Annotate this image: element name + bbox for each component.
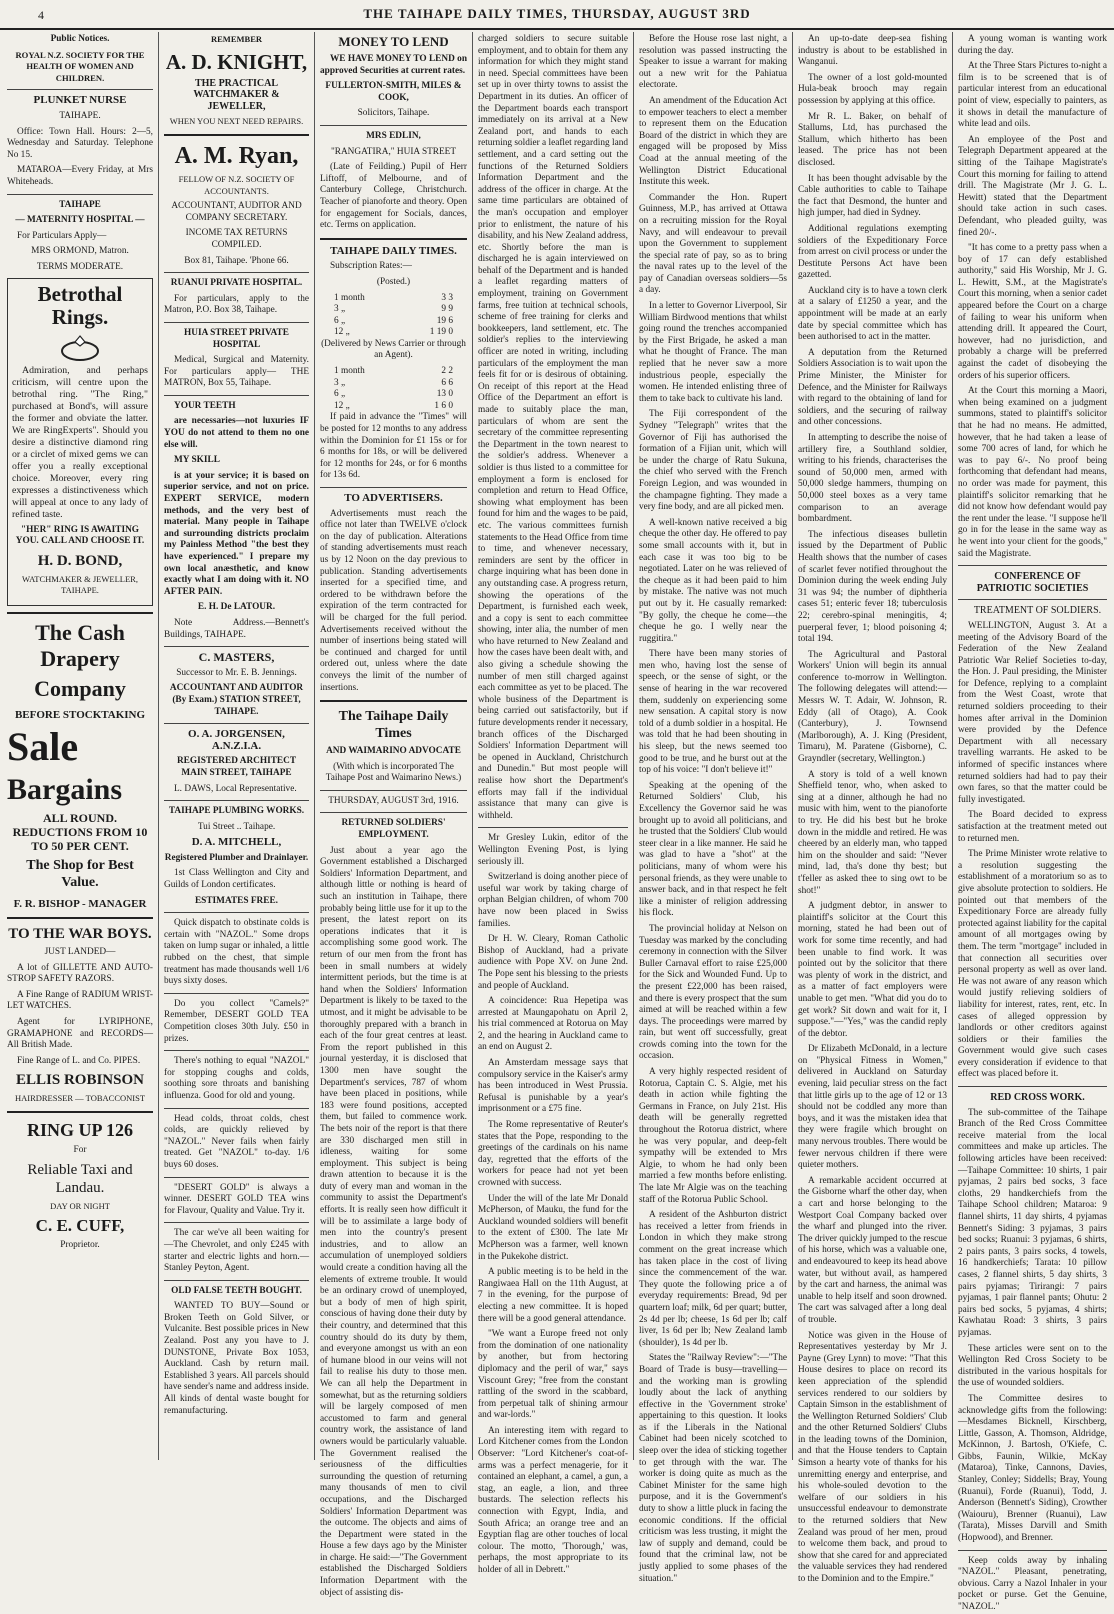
news-item: There have been many stories of men who, having lost the sense of speech, or the sense of sight, or the sense of hearing in the war recovered them, suddenly on experiencing some new sensation. A capital story is now told of a dumb soldier in a hospital. He was told that he had been shouting in his sleep, but the news seemed too good to be true, and he burst out at the top of his voice: "I don't believe it!" (639, 649, 787, 776)
news-item: The Rome representative of Reuter's states that the Pope, responding to the greetings of the cardinals on his name day, regretted that the efforts of the workers for peace had not yet been crowned with success. (478, 1120, 628, 1188)
delivered-label: (Delivered by News Carrier or through an Agent). (321, 338, 466, 361)
taxi-line: Reliable Taxi and Landau. (27, 1161, 133, 1196)
news-item: Commander the Hon. Rupert Guinness, M.P., has arrived at Ottawa on a recruiting mission for the Royal Navy, and will endeavour to prevail upon the Government to supplement the special rate of pay, so as to bring the naval rates up to the level of the pay of Canadian overseas soldiers—5s a day. (639, 192, 787, 296)
desert-gold-advert: "DESERT GOLD" is always a winner. DESERT GOLD TEA wins for Flavour, Quality and Value. Try it. (164, 1182, 309, 1216)
news-item: In a letter to Governor Liverpool, Sir William Birdwood mentions that whilst going round the trenches accompanied by the First Brigade, he asked a man what he thought of France. The man replied that he never saw a more industrious people, especially the women. He intended enlisting three of them to take back to cultivate his land. (639, 301, 787, 404)
nazol-advert: Keep colds away by inhaling "NAZOL." Pleasant, penetrating, obvious. Carry a Nazol Inhaler in your pocket or purse. Get the Genuine, "NAZOL." (958, 1555, 1107, 1612)
mitchell-trade: Registered Plumber and Drainlayer. (164, 852, 309, 863)
rate-row (320, 366, 467, 378)
red-cross-heading: RED CROSS WORK. (990, 1092, 1085, 1104)
news-item: A resident of the Ashburton district has received a letter from friends in London in which they make strong comment on the great increase which has taken place in the cost of living since the commencement of the war. They quote the following price a of everyday requirements: Bread, 9d per quartern loaf; milk, 6d per quart; butter, 2s 4d per lb; cheese, 1s 6d per lb; calf liver, 1s 6d per lb; New Zealand lamb (shoulder), 1s 4d per lb. (639, 1210, 787, 1348)
news-item: WELLINGTON, August 3. At a meeting of the Advisory Board of the Federation of the New Zealand Patriotic War Relief Societies to-day, the Hon. J. Paul presiding, the Minister for Defence, replying to a complaint from the West Coast, wrote that returned soldiers proceeding to their homes after arrival in the Dominion were provided by the Defence Department with all necessary travelling warrants. He asked to be informed of specific instances where returned soldiers had had to pay their own fares, so that the matter could be fully investigated. (958, 620, 1107, 805)
rate-period: 12 „ (334, 327, 350, 338)
news-item: The provincial holiday at Nelson on Tuesday was marked by the concluding ceremony in connection with the Silver Buller Carnaval effort to raise £25,000 for the Sick and Wounded Fund. Up to the present £22,000 has been raised, and there is every prospect that the sum aimed at will be reached within a few days. The proceedings were marred by rain, but went off successfully, great crowds coming into the town for the occasion. (639, 923, 787, 1062)
radium-line: A Fine Range of RADIUM WRIST-LET WATCHES. (7, 989, 153, 1012)
news-item: Before the House rose last night, a resolution was passed instructing the Speaker to issue a warrant for making out a new writ for the Pahiatua electorate. (639, 34, 787, 91)
ryan-box: Box 81, Taihape. 'Phone 66. (184, 255, 289, 266)
chevrolet-advert: The car we've all been waiting for—The Chevrolet, and only £245 with starter and electric lights and horn.—Stanley Peyton, Agent. (164, 1228, 309, 1274)
rate-row (320, 378, 467, 390)
news-item: Notice was given in the House of Representatives yesterday by Mr J. Payne (Grey Lynn) to move: "That this House desires to place on record its keen appreciation of the splendid services rendered to our soldiers by Captain Simson in the establishment of the Wellington Returned Soldiers' Club and the other Returned Soldiers' Clubs in the leading towns of the Dominion, and that the House tenders to Captain Simson a hearty vote of thanks for his unremitting energy and enterprise, and his whole-souled devotion to the welfare of our soldiers in his unsuccessful endeavour to demonstrate to the returned soldiers that New Zealand was proud of her men, proud to welcome them back, and proud to show that she cared for and appreciated the valuable services they had rendered to the Dominion and to the Empire." (798, 1330, 947, 1584)
posted-rates-table (320, 293, 467, 339)
maternity-town: TAIHAPE (59, 199, 101, 210)
masthead (0, 0, 1114, 30)
ring-icon (58, 333, 102, 363)
rate-period: 3 „ (334, 377, 346, 388)
camels-advert: Do you collect "Camels?" Remember, DESERT GOLD TEA Competition closes 30th July. £50 in prizes. (164, 998, 309, 1044)
just-landed: JUST LANDED— (44, 947, 116, 958)
ryan-accountant: ACCOUNTANT, AUDITOR AND COMPANY SECRETARY. (171, 201, 302, 223)
news-item: These articles were sent on to the Wellington Red Cross Society to be distributed in the various hospitals for the use of wounded soldiers. (958, 1343, 1107, 1389)
mitchell-name: D. A. MITCHELL, (191, 836, 282, 849)
maternity-terms: TERMS MODERATE. (36, 261, 124, 272)
nazol-advert-1: Quick dispatch to obstinate colds is certain with "NAZOL." Some drops taken on lump sugar or inhaled, a little rubbed on the chest, that simple treatment has made thousands well 1/6 buys sixty doses. (164, 918, 309, 987)
manager-line: F. R. BISHOP - MANAGER (13, 898, 147, 911)
ellis-trade: HAIRDRESSER — TOBACCONIST (14, 1093, 146, 1104)
remember-line: REMEMBER (211, 34, 262, 44)
column-4 (473, 34, 633, 1575)
war-boys-heading: TO THE WAR BOYS. (8, 926, 152, 943)
news-item: The Board decided to express satisfaction at the treatment meted out to returned men. (958, 810, 1107, 844)
knight-repairs: WHEN YOU NEXT NEED REPAIRS. (169, 116, 304, 127)
nazol-advert-3: Head colds, throat colds, chest colds, are quickly relieved by "NAZOL." Never fails when fairly treated. Get "NAZOL" to-day. 1/6 buys 60 doses. (164, 1113, 309, 1170)
news-item: The owner of a lost gold-mounted Hula-beak brooch may regain possession by applying at this office. (798, 72, 947, 106)
plumbing-address: Tui Street .. Taihape. (197, 821, 276, 832)
rate-value: 3 3 (441, 292, 453, 303)
column-5 (634, 34, 792, 1584)
column-2 (159, 34, 314, 1459)
masters-successor: Successor to Mr. E. B. Jennings. (176, 667, 297, 678)
betrothal-body: Admiration, and perhaps criticism, will centre upon the betrothal ring. "The Ring," purchased at Bond's, will assure the former and obviate the latter. We are RingExperts". Should you desire a distinctive diamond ring or a circlet of mixed gems we can offer you a really exceptional choice. Moreover, every ring expresses a distinctiveness which will appeal at once to any lady of refined taste. (12, 364, 148, 520)
ring-up-heading: RING UP 126 (26, 1120, 133, 1140)
lyriphone-line: Agent for LYRIPHONE, GRAMAPHONE and RECORDS—All British Made. (7, 1017, 153, 1051)
news-item: "We want a Europe freed not only from the domination of one nationality by another, but from hectoring diplomacy and the peril of war," says Viscount Grey; "free from the constant rattling of the sword in the scabbard, from perpetual talk of shining armour and war-lords." (478, 1329, 628, 1421)
news-item: Dr Elizabeth McDonald, in a lecture on "Physical Fitness in Women," delivered in Auckland on Saturday evening, laid peculiar stress on the fact that little girls up to the age of 12 or 13 should not be coddled any more than boys, and it was the mistaken idea that they were fragile which brought on many nervous troubles. There would be fewer nervous children if there were quieter mothers. (798, 1044, 947, 1171)
news-item: A young woman is wanting work during the day. (958, 34, 1107, 56)
news-item: An up-to-date deep-sea fishing industry is about to be established in Wanganui. (798, 34, 947, 68)
plunket-society: ROYAL N.Z. SOCIETY FOR THE HEALTH OF WOMEN AND CHILDREN. (15, 49, 145, 83)
ryan-income: INCOME TAX RETURNS COMPILED. (185, 228, 288, 250)
maternity-matron: MRS ORMOND, Matron. (31, 246, 129, 257)
nazol-advert-2: There's nothing to equal "NAZOL" for stopping coughs and colds, soothing sore throats and banishing influenza. Good for old and young. (164, 1056, 309, 1101)
tdt-heading: TAIHAPE DAILY TIMES. (330, 244, 457, 257)
fullerton-name: FULLERTON-SMITH, MILES & COOK, (325, 81, 462, 103)
column-1 (2, 34, 158, 1459)
issue-date: THURSDAY, AUGUST 3rd, 1916. (328, 795, 459, 806)
news-item: A story is told of a well known Sheffield tenor, who, when asked to sing at a dinner, although he had no music with him, went to the pianoforte to try. He did his best but he broke down in the middle and retired. He was cheered by an elderly man, who tapped him on the shoulder and said: "Never mind, lad, tha's done thy best; but t'feller as asked thee to sing owt to be shot!" (798, 769, 947, 896)
ryan-name: A. M. Ryan, (174, 142, 299, 169)
best-value-line: The Shop for Best Value. (26, 858, 134, 891)
news-item: The Prime Minister wrote relative to a resolution suggesting the establishment of a moratorium so as to give absolute protection to soldiers. He pointed out that members of the Expeditionary Force are already fully protected against liability for the capital amount of all mortgages owing by them. The term "mortgage" included in that connection all securities over personal property as well as over land. He was not aware of any reason which would justify relieving soldiers of liability for interest, rates, rent, etc. In cases of alleged oppression by landlords or other creditors against soldiers or their families the Government would give such cases every consideration if evidence to that effect was placed before it. (958, 849, 1107, 1080)
news-item: Dr H. W. Cleary, Roman Catholic Bishop of Auckland, had a private audience with Pope XV. on June 2nd. The Pope sent his blessing to the priests and people of Auckland. (478, 934, 628, 991)
article-body: Just about a year ago the Government established a Discharged Soldiers' Information Department, and although little or nothing is heard of such an institution in Taihape, there probably being little use for it up to the present, the latest report on its operations indicates that it is accomplishing some good work. The return of our men from the front has been in small numbers at widely intermittent periods, but the time is at hand when the Soldiers' Information Department is likely to be taxed to the utmost, and it might be advisable to be thoroughly prepared with a branch in each of the four great centres at least. From the report published in this journal yesterday, it is disclosed that 1300 men have sought the Department's services, 787 of whom have been placed in positions, while 183 were found positions, accepted them, but failed to commence work. The bets noir of the report is that there are 330 discharged men still in idleness, waiting for some employment. This subject is being drawn attention to because it is the duty of every man and woman in the community to assist the Department's efforts. It is really seen how difficult it will be to assimilate a large body of men into the country's present industries, and to allow an accumulation of unemployed soldiers would create a condition having all the elements of extreme trouble. It would be an ordinary crowd of unemployed, but a body of men of high spirit, conscious of having done their duty by their country, and determined that this country should do its duty by them, and everyone amongst us with an eon of humane blood in our veins will not fail to realise his duty to those men. We can all help the Department in somewhat, but as the returning soldiers will be largely composed of men accustomed to farm and general country work, the assistance of land owners would be particularly valuable. The Government realised the seriousness of the difficulties surrounding the question of returning many thousands of men to civil occupations, and the Discharged Soldiers' Information Department was the outcome. The objects and aims of the Department were stated in the House a few days ago by the Minister in charge. He said:—"The Government established the Discharged Soldiers Information Department with the object of assisting dis- (320, 845, 467, 1598)
newspaper-header: THE TAIHAPE DAILY TIMES, THURSDAY, AUGUST 3RD (363, 6, 751, 21)
rate-row (320, 304, 467, 316)
news-item: Mr Gresley Lukin, editor of the Wellington Evening Post, is lying seriously ill. (478, 833, 628, 867)
bargains-heading: Bargains (7, 773, 123, 807)
maternity-heading: — MATERNITY HOSPITAL — (15, 215, 145, 226)
masters-trade: ACCOUNTANT AND AUDITOR (By Exam.) STATION STREET, TAIHAPE. (169, 683, 304, 717)
proprietor: Proprietor. (60, 1240, 100, 1251)
news-item: An employee of the Post and Telegraph Department appeared at the sitting of the Taihape Magistrate's Court this morning for failing to attend drill. The Magistrate (Mr J. G. L. Hewitt) stated that the Department should take action in such cases. Defendant, who pleaded guilty, was fined 20/-. (958, 134, 1107, 238)
rate-period: 6 „ (334, 315, 346, 326)
news-item: Additional regulations exempting soldiers of the Expeditionary Force from arrest on civil process or under the Destitute Persons Act have been gazetted. (798, 223, 947, 281)
rate-row (320, 293, 467, 305)
money-heading: MONEY TO LEND (338, 34, 449, 49)
plumbing-heading: TAIHAPE PLUMBING WORKS. (168, 806, 305, 817)
bond-trade: WATCHMAKER & JEWELLER, TAIHAPE. (22, 573, 138, 596)
day-night: DAY OR NIGHT (50, 1200, 110, 1211)
treatment-heading: TREATMENT OF SOLDIERS. (973, 605, 1102, 617)
cash-drapery-company: Company (34, 675, 126, 701)
news-item: States the "Railway Review":—"The Board of Trade is busy—travelling—and the working man is growling loudly about the lack of anything effective in the 'Government stroke' appertaining to this question. It looks as if the Liberals in the National Cabinet had been nicely scotched to sleep over the idea of sticking together to get through with the war. The worker is doing quite as much as the Cabinet Minister for the same high purpose, and it is the Government's duty to show a little pluck in facing the economic conditions. If the official criticism was less trusting, it might the law of supply and demand, could be found that the criminal law, not be justly applied to some phases of the situation." (639, 1353, 787, 1584)
rate-value: 13 0 (436, 389, 453, 400)
stocktaking-heading: BEFORE STOCKTAKING (14, 708, 146, 721)
rate-period: 1 month (334, 292, 365, 303)
news-item: An amendment of the Education Act to empower teachers to elect a member to represent them on the Education Board of the district in which they are engaged will be proposed by Miss Coad at the annual meeting of the Wellington District Educational Institute this week. (639, 95, 787, 188)
news-item: An interesting item with regard to Lord Kitchener comes from the London Observer: "Lord Kitchener's coat-of-arms was a perfect menagerie, for it contained an elephant, a camel, a gun, a stag, an eagle, a lion, and three bustards. The selection reflects his connection with Egypt, India, and South Africa; an orange tree and an Egyptian flag are other touches of local colour. The motto, 'Thorough,' was, perhaps, the most appropriate to its holder of all in Debrett." (478, 1425, 628, 1575)
public-notices-heading: Public Notices. (50, 34, 110, 44)
rate-row (320, 316, 467, 328)
plunket-nurse-heading: PLUNKET NURSE (33, 94, 127, 107)
conference-heading: CONFERENCE OF PATRIOTIC SOCIETIES (976, 571, 1089, 594)
jorgensen-name: O. A. JORGENSEN, A.N.Z.I.A. (188, 728, 285, 752)
rate-value: 6 6 (441, 377, 453, 388)
pipes-line: Fine Range of L. and Co. PIPES. (17, 1055, 141, 1066)
rate-value: 19 6 (436, 315, 453, 326)
skill-body: is at your service; it is based on superior service, and not on price. EXPERT SERVICE, modern methods, and the very best of material. Many people in Taihape and surrounding districts proclaim my Painless Method "the best they have experienced." I prepare my own local anæsthetic, and know exactly what I am doing with it. NO AFTER PAIN. (164, 470, 309, 597)
teeth-body: are necessaries—not luxuries IF YOU do not attend to them no one else will. (164, 416, 309, 450)
edlin-body: (Late of Feilding.) Pupil of Herr Liftoff, of Melbourne, and of Canterbury College, Christchurch. Teacher of pianoforte and theory. Open for engagement for Socials, dances, etc. Terms on application. (320, 162, 467, 231)
ruanui-body: For particulars, apply to the Matron, P.O. Box 38, Taihape. (164, 293, 309, 316)
news-item: It has been thought advisable by the Cable authorities to cable to Taihape the fact that Desmond, the hunter and high jumper, had died in Sydney. (798, 173, 947, 219)
news-item: The Committee desires to acknowledge gifts from the following:—Mesdames Bicknell, Kirschberg, Little, Gasson, A. Thomson, Aldridge, McKinnon, J. Bartosh, O'Kiefe, C. Gibbs, Faunin, Wilkie, McKay (Mataroa), Tinke, Cannons, Davies, Stanley, Conley; Siddells; Bray, Young (Ruanui), Forde (Ruanui), Todd, J. Anderson (Bennett's Siding), Crowther (Waiouru), Brenner (Ruanui), Law (Tarata), Misses Darvill and Smith (Hopwood), and Brenner. (958, 1393, 1107, 1544)
rate-value: 1 19 0 (429, 327, 453, 338)
rate-value: 1 6 0 (434, 400, 453, 411)
masters-name: C. MASTERS, (198, 650, 275, 665)
architect-line: REGISTERED ARCHITECT MAIN STREET, TAIHAPE (176, 756, 297, 778)
cuff-name: C. E. CUFF, (35, 1216, 125, 1236)
ellis-robinson: ELLIS ROBINSON (16, 1072, 144, 1089)
teeth-heading: YOUR TEETH (174, 400, 236, 411)
estimates-free: ESTIMATES FREE. (194, 895, 278, 906)
news-item: A coincidence: Rua Hepetipa was arrested at Maungapohatu on April 2, his trial commenced at Rotorua on May 2, and the hearing in Auckland came to an end on August 2. (478, 996, 628, 1053)
plunket-town: TAIHAPE. (59, 110, 101, 121)
sale-heading: Sale (7, 724, 79, 770)
paper-incorporated: (With which is incorporated The Taihape Post and Waimarino News.) (325, 761, 462, 784)
huia-heading: HUIA STREET PRIVATE HOSPITAL (184, 327, 289, 350)
ryan-fellow: FELLOW OF N.Z. SOCIETY OF ACCOUNTANTS. (178, 173, 295, 196)
betrothal-cta: "HER" RING IS AWAITING YOU. CALL AND CHOOSE IT. (15, 524, 145, 547)
maternity-apply: For Particulars Apply— (17, 230, 107, 241)
news-item: The Agricultural and Pastoral Workers' Union will begin its annual conference to-morrow in Wellington. The following delegates will attend:—Messrs W. T. Adair, W. Johnson, R. Eddy (all of Otago), A. Cook (Canterbury), J. Townsend (Marlborough), A. J. King (President, Timaru), M. Paratene (Gisborne), C. Grayndler (secretary, Wellington.) (798, 649, 947, 765)
news-item: A very highly respected resident of Rotorua, Captain C. S. Algie, met his death in action while fighting the Germans in France, on July 21st. His death will be generally regretted throughout the Rotorua district, where he was very popular, and deep-felt sympathy will be extended to Mrs Algie, to whom he had only been married a few months before enlisting. The late Mr Algie was on the teaching staff of the Rotorua Public School. (639, 1067, 787, 1205)
plunket-mataroa: MATAROA—Every Friday, at Mrs Whiteheads. (7, 165, 153, 187)
news-item: The Fiji correspondent of the Sydney "Telegraph" writes that the Governor of Fiji has authorised the formation of a Fijian unit, which will be under the charge of Ratu Sukuna, the chief who served with the French Foreign Legion, and was wounded in the champagne fighting. They made a very fine body, and are all picked men. (639, 409, 787, 513)
solicitors-line: Solicitors, Taihape. (357, 108, 430, 119)
skill-heading: MY SKILL (174, 455, 220, 466)
news-item: Mr R. L. Baker, on behalf of Stallums, Ltd, has purchased the Stallum, which hitherto has been leased. The price has not been disclosed. (798, 111, 947, 168)
rate-period: 1 month (334, 366, 365, 377)
column-7 (953, 34, 1112, 1612)
rate-period: 6 „ (334, 389, 346, 400)
edlin-name: MRS EDLIN, (366, 130, 421, 141)
betrothal-title: Betrothal Rings. (37, 281, 123, 329)
rate-value: 9 9 (441, 304, 453, 315)
huia-body: Medical, Surgical and Maternity. For particulars apply— THE MATRON, Box 55, Taihape. (164, 355, 309, 389)
news-item: Auckland city is to have a town clerk at a salary of £1250 a year, and the appointment will be made at an early date by special committee which has been authorised to act in the matter. (798, 285, 947, 343)
news-item: At the Three Stars Pictures to-night a film is to be screened that is of particular interest from an educational point of view, especially to painters, as it shows in detail the manufacture of white lead and oils. (958, 61, 1107, 130)
news-item: Under the will of the late Mr Donald McPherson, of Mauku, the fund for the Auckland wounded soldiers will benefit to the extent of £300. The late Mr McPherson was a farmer, well known in the Pukekohe district. (478, 1193, 628, 1262)
bond-name: H. D. BOND, (37, 552, 123, 569)
rate-row (320, 401, 467, 413)
mitchell-guild: 1st Class Wellington and City and Guilds of London certificates. (164, 868, 309, 891)
ruanui-heading: RUANUI PRIVATE HOSPITAL. (170, 278, 303, 289)
news-item: Switzerland is doing another piece of useful war work by taking charge of orphan Belgian children, of whom 700 have now been placed in Swiss families. (478, 872, 628, 929)
news-item: A public meeting is to be held in the Rangiwaea Hall on the 11th August, at 7 in the evening, for the purpose of electing a new committee. It is hoped there will be a good general attendance. (478, 1267, 628, 1324)
news-item: A deputation from the Returned Soldiers Association is to wait upon the Prime Minister, the Minister for Defence, and the Minister for Railways with regard to the obtaining of land for soldiers, and the securing of railway and other concessions. (798, 347, 947, 428)
reductions-line: ALL ROUND. REDUCTIONS FROM 10 TO 50 PER CENT. (12, 811, 148, 854)
false-teeth-heading: OLD FALSE TEETH BOUGHT. (171, 1285, 302, 1296)
plunket-office: Office: Town Hall. Hours: 2—5, Wednesday and Saturday. Telephone No 15. (7, 126, 153, 160)
news-item: At the Court this morning a Maori, when being examined on a judgment summons, stated to plaintiff's solicitor that he had no means. He admitted, however, that he had taken a lease of some 700 acres of land, for which he was to pay 6/-. No proof being forthcoming that defendant had means, no order was made for payment, this plaintiff's solicitor remarking that he did not know how defendant would pay the rent under the lease. "I suppose he'll go in for the lease in the same way as he went into your client for the goods," said the Magistrate. (958, 386, 1107, 559)
latour-address: Note Address.—Bennett's Buildings, TAIHAPE. (164, 617, 309, 640)
rate-period: 3 „ (334, 304, 346, 315)
subscription-rates: Subscription Rates:— (330, 261, 412, 272)
news-item: A well-known native received a big cheque the other day. He offered to pay some small accounts with it, but in each case it was too big to be negotiated. Later on he was relieved of the cheque as it had been paid to him by mistake. The native was not much put out by it. He casually remarked: "By golly, the cheque he come—the cheque he go. I welly near the ruggitira." (639, 517, 787, 644)
delivered-rates-table (320, 366, 467, 412)
money-body: WE HAVE MONEY TO LEND on approved Securities at current rates. (320, 54, 467, 76)
cash-drapery-title: The Cash Drapery (35, 619, 125, 671)
rate-value: 2 2 (441, 366, 453, 377)
betrothal-rings-advert (7, 278, 153, 606)
article-continued: charged soldiers to secure suitable employment, and to obtain for them any information for which they might stand in need. Special committees have been set up in over thirty towns to assist the Department in its duties. An officer of the Department boards each transport immediately on its arrival at a New Zealand port, and hands to each returning soldier a leaflet regarding land settlement, and a card setting out the functions of the Returned Soldiers Information Department and the address of the officer in charge. At the same time particulars are obtained of the man's occupation and employer prior to enlistment, the nature of his disability, and his New Zealand address, etc. Shortly before the man is discharged he is again interviewed on behalf of the Department and is handed a leaflet regarding matters of employment, training on Government farms, free tuition at technical schools, scheme of free training for clerks and bookkeepers, land settlement, etc. The soldier's replies to the interviewing officer are noted in writing, including particulars of the employment the man feels fit for or is desirous of obtaining. On receipt of this report at the Head Office of the Department an effort is made to suitably place the man, particulars of whom are sent the secretary of the committee representing the Department in the town nearest to the soldier's address. Whenever a soldier is thus listed to a committee for employment a form is enclosed for completion and return to Head Office, showing what employment has been found for him and the wages to be paid, etc. The various committees furnish statements to the Head Office from time to time, and whenever necessary, reminders are sent by the officer in charge inquiring what has been done in any outstanding case. A progress return, showing the operations of the Department, is furnished each week, and a copy is sent to each committee showing, inter alia, the number of men who have returned to New Zealand and how the cases have been dealt with, and also giving a schedule showing the number of men still charged against each committee as yet to be placed. The whole business of the Department is being carried out satisfactorily, but if future developments render it necessary, branch offices of the Discharged Soldiers' Information Department will be opened in Auckland, Christchurch and Dunedin." But most people will realise how short the Department's efforts may fall if the individual assistance that many can give is withheld. (478, 34, 628, 821)
news-item: An Amsterdam message says that compulsory service in the Kaiser's army has been introduced in West Prussia. Refusal is punishable by a year's imprisonment or a £75 fine. (478, 1058, 628, 1115)
news-item: Speaking at the opening of the Returned Soldiers' Club, his Excellency the Governor said he was brought up to avoid all politicians, and he trusted that the Soldiers' Club would steer clear in a like manner. He said he was glad to have a "shot" at the politicians, many of whom were his personal friends, as they were unable to answer back, and in that respect he felt like a minister of religion addressing his flock. (639, 780, 787, 919)
rangatira-line: "RANGATIRA," HUIA STREET (330, 146, 457, 157)
paper-subtitle: AND WAIMARINO ADVOCATE (326, 746, 461, 757)
false-teeth-body: WANTED TO BUY—Sound or Broken Teeth on Gold Silver, or Vulcanite. Best possible prices in New Zealand. Post any you have to J. DUNSTONE, Private Box 1053, Auckland. Cash by return mail. Established 3 years. All parcels should have sender's name and address inside. All kinds of dental waste bought for remanufacturing. (164, 1301, 309, 1416)
news-item: The sub-committee of the Taihape Branch of the Red Cross Committee receive material from the local committees and make up articles. The following articles have been received:—Taihape Committee: 10 shirts, 1 pair pyjamas, 2 pairs bed socks, 3 face cloths, 29 handkerchiefs from the Taihape School children; Mataroa: 9 flannel shirts, 11 day shirts, 4 pyjamas Bennett's Siding: 3 pyjamas, 3 pairs bed socks; Ruanui: 3 pyjamas, 6 shirts, 2 pairs pants, 3 pairs socks, 4 towels, 16 handkerchiefs; Tarata: 10 pillow cases, 2 flannel shirts, 5 day shirts, 3 pairs pyjamas; Tirirangi: 7 pairs pyjamas, 1 pair flannel pants; Ohutu: 2 pairs bed socks, 5 pyjamas, 4 shirts; Kawhatau Road: 3 shirts, 3 pairs pyjamas. (958, 1107, 1107, 1338)
advertisers-heading: TO ADVERTISERS. (344, 492, 443, 504)
page-number: 4 (38, 8, 44, 22)
news-item: In attempting to describe the noise of artillery fire, a Southland soldier, writing to his friends, characterises the sound of 50,000 men, armed with 50,000 sledge hammers, thumping on 50,000 steel boxes as a very tame comparison to an average bombardment. (798, 433, 947, 525)
paper-name: The Taihape Daily Times (338, 709, 449, 742)
for-line: For (73, 1145, 87, 1155)
news-item: A judgment debtor, in answer to plaintiff's solicitor at the Court this morning, stated he had been out of work for some time recently, and had been unable to find work. It was pointed out by the solicitor that there was plenty of work in the district, and as a matter of fact employers were unable to get men. "What did you do to get work? Sit down and wait for it, I suppose."—"Yes," was the candid reply of the debtor. (798, 901, 947, 1039)
column-6 (793, 34, 952, 1584)
posted-label: (Posted.) (376, 276, 411, 287)
article-heading: RETURNED SOLDIERS' EMPLOYMENT. (341, 818, 446, 841)
rate-row (320, 327, 467, 339)
news-item: "It has come to a pretty pass when a boy of 17 can defy established authority," said His Worship, Mr J. G. L. Hewitt, S.M., at the Magistrate's Court this morning, when a senior cadet appeared before the Court on a charge of failing to wear his uniform when attending drill. It appeared the Court, however, had no jurisdiction, and probably a charge will be preferred against the cadet of disobeying the orders of his superior officers. (958, 243, 1107, 381)
gillette-line: A lot of GILLETTE AND AUTO-STROP SAFETY RAZORS. (7, 962, 153, 985)
latour-name: E. H. De LATOUR. (197, 602, 276, 613)
daws-line: L. DAWS, Local Representative. (174, 783, 297, 794)
knight-trade: THE PRACTICAL WATCHMAKER & JEWELLER, (193, 77, 280, 112)
news-item: The infectious diseases bulletin issued by the Department of Public Health shows that the number of cases of scarlet fever notified throughout the Dominion during the week ending July 31 was 94; the number of diphtheria cases 51; enteric fever 18; tuberculosis 22; cerebro-spinal meningitis, 4; puerperal fever, 1; blood poisoning 4; total 194. (798, 529, 947, 645)
rate-period: 12 „ (334, 400, 350, 411)
advertisers-body: Advertisements must reach the office not later than TWELVE o'clock on the day of publication. Alterations of standing advertisements must reach us by 12 Noon on the day previous to publication. Standing advertisements inserted for a specified time, and ordered to be withdrawn before the expiration of the term contracted for will be charged for the full period. Advertisements received without the number of insertions being stated will be continued and charged for until ordered out, unless where the date conveys the limit of the number of insertions. (320, 508, 467, 693)
news-item: A remarkable accident occurred at the Gisborne wharf the other day, when a cart and horse belonging to the Westport Coal Company backed over the wharf and plunged into the river. The driver quickly jumped to the rescue of his horse, which was a valuable one, and endeavoured to keep its head above water, but without avail, as hampered by the cart and harness, the animal was unable to help itself and soon drowned. The cart was salvaged after a long deal of trouble. (798, 1175, 947, 1325)
column-3 (315, 34, 472, 1598)
knight-name: A. D. KNIGHT, (165, 49, 308, 74)
advance-payment: If paid in advance the "Times" will be posted for 12 months to any address within the Dominion for £1 15s or for 6 months for 18s, or will be delivered for 12 months for 24s, or for 6 months for 13s 6d. (320, 412, 467, 481)
rate-row (320, 389, 467, 401)
